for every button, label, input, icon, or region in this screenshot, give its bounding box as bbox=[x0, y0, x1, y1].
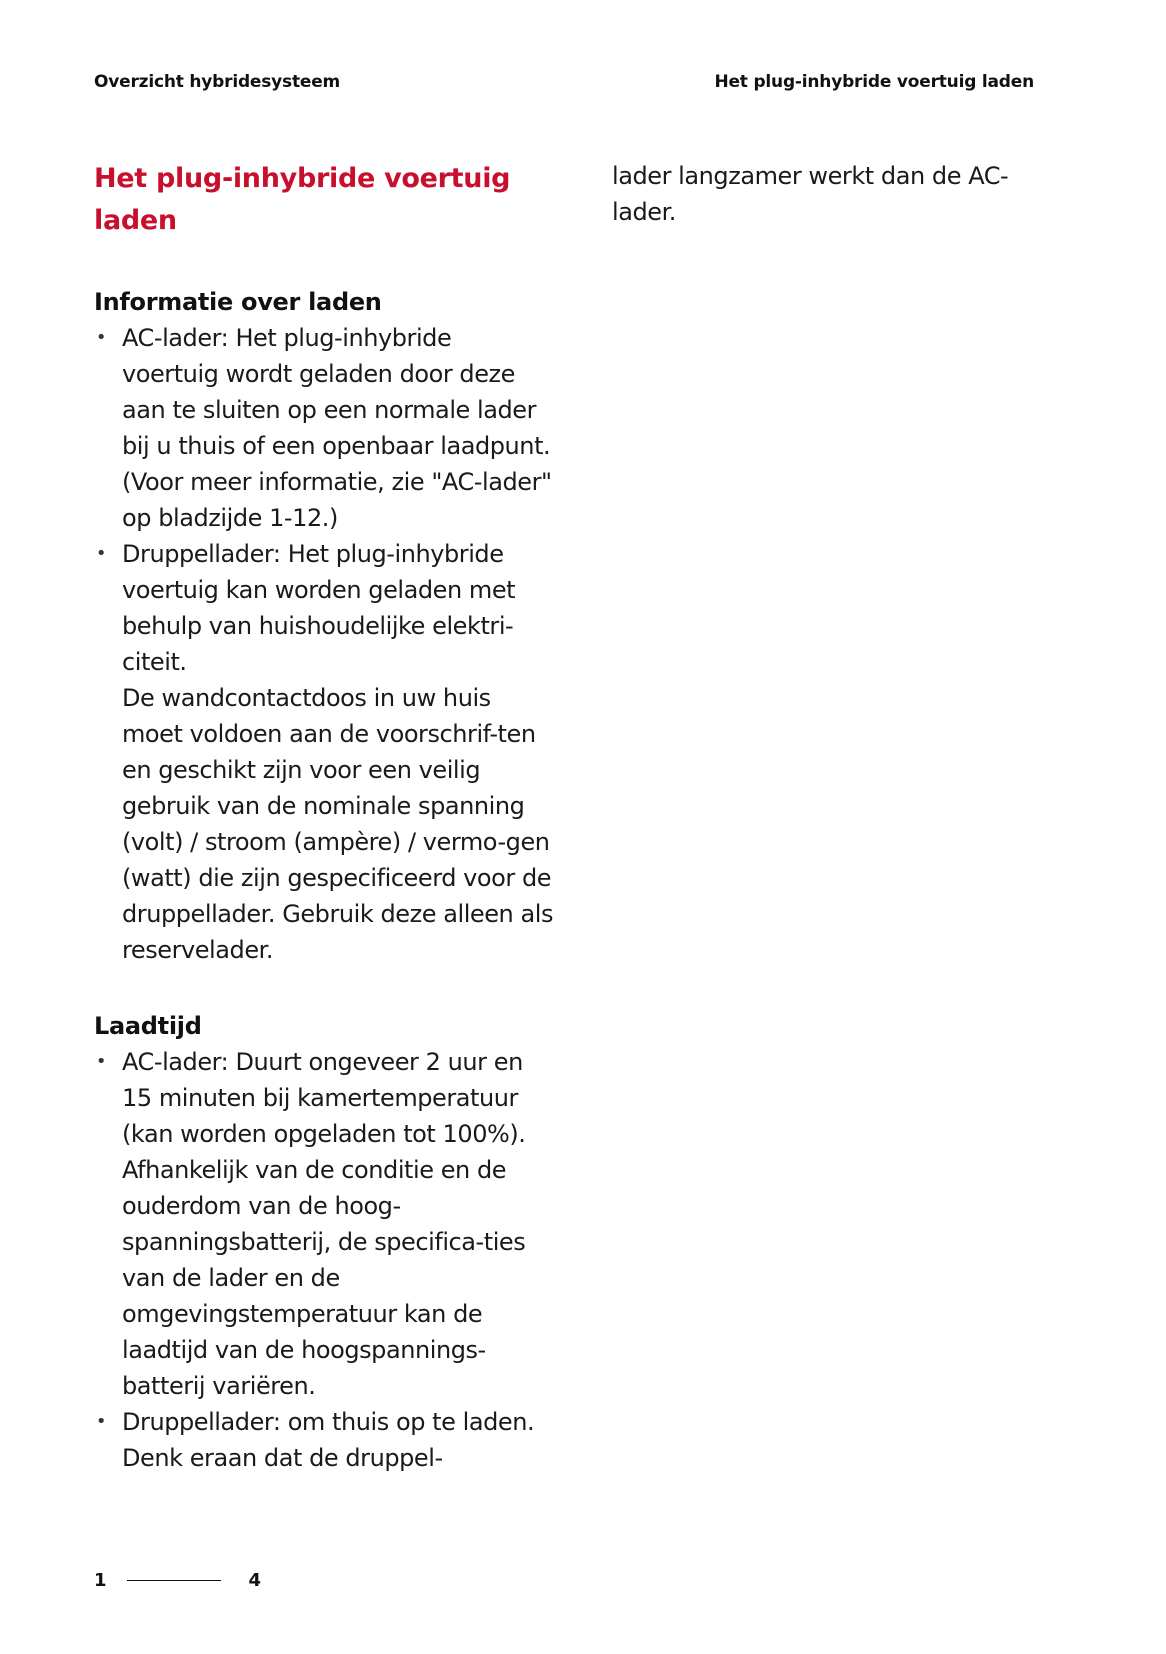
left-column bbox=[94, 158, 554, 1476]
chapter-number: 1 bbox=[94, 1569, 107, 1591]
list-item-text: Druppellader: om thuis op te laden. Denk eraan dat de druppel- bbox=[122, 1408, 535, 1472]
running-header-left: Overzicht hybridesysteem bbox=[94, 72, 341, 92]
heading-charging-time: Laadtijd bbox=[94, 1012, 202, 1040]
page-number bbox=[94, 1568, 261, 1592]
right-column bbox=[612, 158, 1052, 230]
running-header-right: Het plug-inhybride voertuig laden bbox=[714, 72, 1034, 92]
list-item-extra-text: De wandcontactdoos in uw huis moet voldoen aan de voorschrif-ten en geschikt zijn voor een veilig gebruik van de nominale spanning (volt) / stroom (ampère) / vermo-gen (watt) die zijn gespecificeerd voor de druppellader. Gebruik deze alleen als reservelader. bbox=[122, 684, 554, 964]
list-item-ac-charger bbox=[94, 320, 554, 536]
bullet-icon: • bbox=[95, 327, 107, 348]
page-number-rule bbox=[127, 1580, 221, 1581]
bullet-icon: • bbox=[95, 543, 107, 564]
list-item-text: AC-lader: Het plug-inhybride voertuig wordt geladen door deze aan te sluiten op een normale lader bij u thuis of een openbaar laadpunt. (Voor meer informatie, zie "AC-lader" op bladzijde 1-12.) bbox=[122, 324, 552, 532]
charging-time-list bbox=[94, 1044, 554, 1476]
list-item-ac-charger-time bbox=[94, 1044, 554, 1404]
section-title: Het plug-inhybride voertuig laden bbox=[94, 163, 511, 236]
page-number-value: 4 bbox=[248, 1569, 262, 1591]
bullet-icon: • bbox=[95, 1051, 107, 1072]
bullet-icon: • bbox=[95, 1411, 107, 1432]
continuation-text: lader langzamer werkt dan de AC-lader. bbox=[612, 162, 1009, 226]
charging-info-list bbox=[94, 320, 554, 968]
list-item-text: Druppellader: Het plug-inhybride voertuig kan worden geladen met behulp van huishoudelijke elektri-citeit. bbox=[122, 540, 516, 676]
heading-charging-info: Informatie over laden bbox=[94, 288, 382, 316]
list-item-trickle-charger bbox=[94, 536, 554, 968]
list-item-trickle-charger-time bbox=[94, 1404, 554, 1476]
list-item-text: AC-lader: Duurt ongeveer 2 uur en 15 minuten bij kamertemperatuur (kan worden opgeladen tot 100%). Afhankelijk van de conditie en de ouderdom van de hoog-spanningsbatterij, de specifica-ties van de lader en de omgevingstemperatuur kan de laadtijd van de hoogspannings-batterij variëren. bbox=[122, 1048, 526, 1400]
